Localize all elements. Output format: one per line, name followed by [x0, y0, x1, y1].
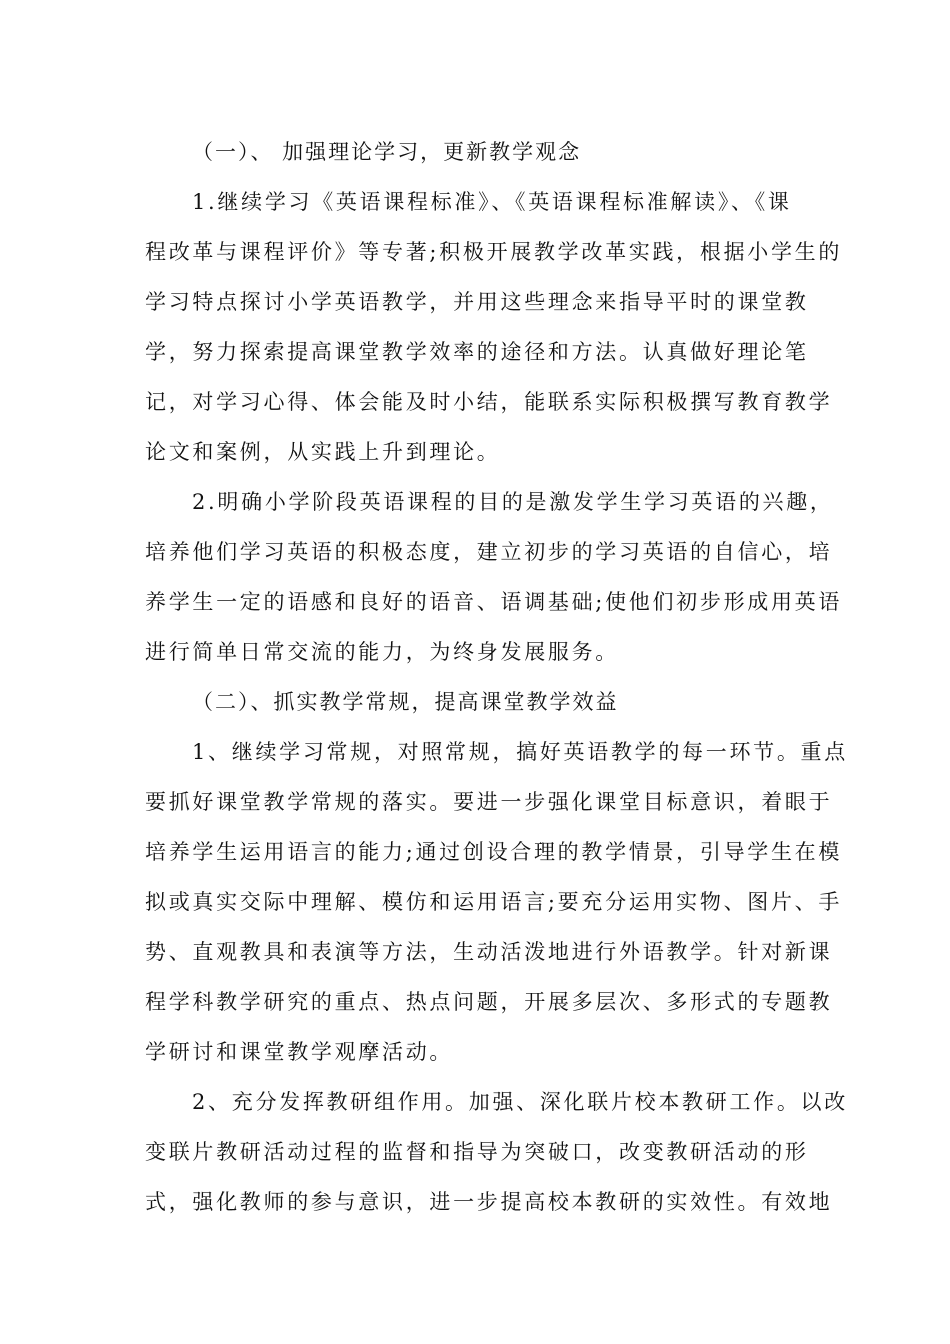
- paragraph-line: 论文和案例，从实践上升到理论。: [145, 440, 501, 464]
- paragraph-line: 拟或真实交际中理解、模仿和运用语言;要充分运用实物、图片、手: [145, 890, 843, 914]
- paragraph-line: 变联片教研活动过程的监督和指导为突破口，改变教研活动的形: [145, 1140, 809, 1164]
- paragraph-line: 2、充分发挥教研组作用。加强、深化联片校本教研工作。以改: [192, 1090, 848, 1114]
- paragraph-line: 学研讨和课堂教学观摩活动。: [145, 1040, 454, 1064]
- paragraph-line: 1.继续学习《英语课程标准》、《英语课程标准解读》、《课: [192, 190, 792, 214]
- paragraph-line: 式，强化教师的参与意识，进一步提高校本教研的实效性。有效地: [145, 1190, 833, 1214]
- paragraph-line: 养学生一定的语感和良好的语音、语调基础;使他们初步形成用英语: [145, 590, 843, 614]
- section-heading-2: （二）、抓实教学常规，提高课堂教学效益: [192, 690, 619, 714]
- paragraph-line: 学，努力探索提高课堂教学效率的途径和方法。认真做好理论笔: [145, 340, 809, 364]
- paragraph-line: 程改革与课程评价》等专著;积极开展教学改革实践，根据小学生的: [145, 240, 843, 264]
- paragraph-line: 1、继续学习常规，对照常规，搞好英语教学的每一环节。重点: [192, 740, 848, 764]
- paragraph-line: 要抓好课堂教学常规的落实。要进一步强化课堂目标意识，着眼于: [145, 790, 833, 814]
- paragraph-line: 2.明确小学阶段英语课程的目的是激发学生学习英语的兴趣，: [192, 490, 834, 514]
- paragraph-line: 培养他们学习英语的积极态度，建立初步的学习英语的自信心，培: [145, 540, 833, 564]
- paragraph-line: 进行简单日常交流的能力，为终身发展服务。: [145, 640, 619, 664]
- paragraph-line: 程学科教学研究的重点、热点问题，开展多层次、多形式的专题教: [145, 990, 833, 1014]
- section-heading-1: （一）、 加强理论学习，更新教学观念: [192, 140, 582, 164]
- paragraph-line: 记，对学习心得、体会能及时小结，能联系实际积极撰写教育教学: [145, 390, 833, 414]
- paragraph-line: 学习特点探讨小学英语教学，并用这些理念来指导平时的课堂教: [145, 290, 809, 314]
- paragraph-line: 培养学生运用语言的能力;通过创设合理的教学情景，引导学生在模: [145, 840, 843, 864]
- paragraph-line: 势、直观教具和表演等方法，生动活泼地进行外语教学。针对新课: [145, 940, 833, 964]
